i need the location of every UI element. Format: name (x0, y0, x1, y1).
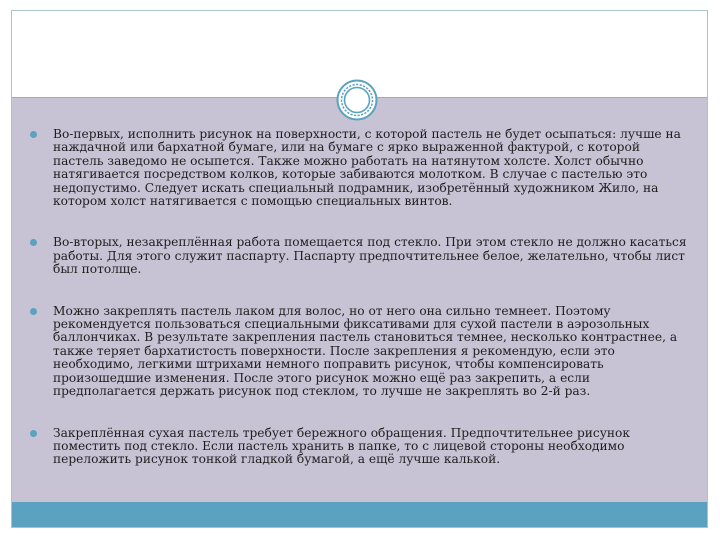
bullet-text: Во-первых, исполнить рисунок на поверхности, с которой пастель не будет осыпаться: лучше на наждачной или бархатной бумаге, или на бумаге с ярко выраженной фактурой, с которой пастель заведомо не осыпется. Также можно работать на натянутом холсте. Холст обычно натягивается посредством колков, которые забиваются молотком. В случае с пастелью это недопустимо. Следует искать специальный подрамник, изобретённый художником Жило, на котором холст натягивается с помощью специальных винтов. (53, 127, 681, 209)
bullet-item (30, 427, 690, 467)
circle-ornament-icon (336, 79, 378, 121)
bullet-text: Закреплённая сухая пастель требует бережного обращения. Предпочтительнее рисунок поместить под стекло. Если пастель хранить в папке, то с лицевой стороны необходимо переложить рисунок тонкой гладкой бумагой, а ещё лучше калькой. (53, 425, 630, 467)
bullet-dot-icon (30, 239, 37, 246)
bullet-list (30, 128, 690, 495)
bullet-dot-icon (30, 430, 37, 437)
bullet-item (30, 128, 690, 208)
bullet-dot-icon (30, 308, 37, 315)
bullet-dot-icon (30, 131, 37, 138)
bullet-item (30, 236, 690, 276)
bullet-text: Во-вторых, незакреплённая работа помещается под стекло. При этом стекло не должно касаться работы. Для этого служит паспарту. Паспарту предпочтительнее белое, желательно, чтобы лист был потолще. (53, 235, 687, 277)
slide-footer-bar (12, 502, 707, 527)
bullet-item (30, 305, 690, 399)
bullet-text: Можно закреплять пастель лаком для волос, но от него она сильно темнеет. Поэтому рекомендуется пользоваться специальными фиксативами для сухой пастели в аэрозольных баллончиках. В результате закрепления пастель становиться темнее, несколько контрастнее, а также теряет бархатистость поверхности. После закрепления я рекомендую, если это необходимо, легкими штрихами немного поправить рисунок, чтобы компенсировать произошедшие изменения. После этого рисунок можно ещё раз закрепить, а если предполагается держать рисунок под стеклом, то лучше не закреплять во 2-й раз. (53, 303, 678, 399)
